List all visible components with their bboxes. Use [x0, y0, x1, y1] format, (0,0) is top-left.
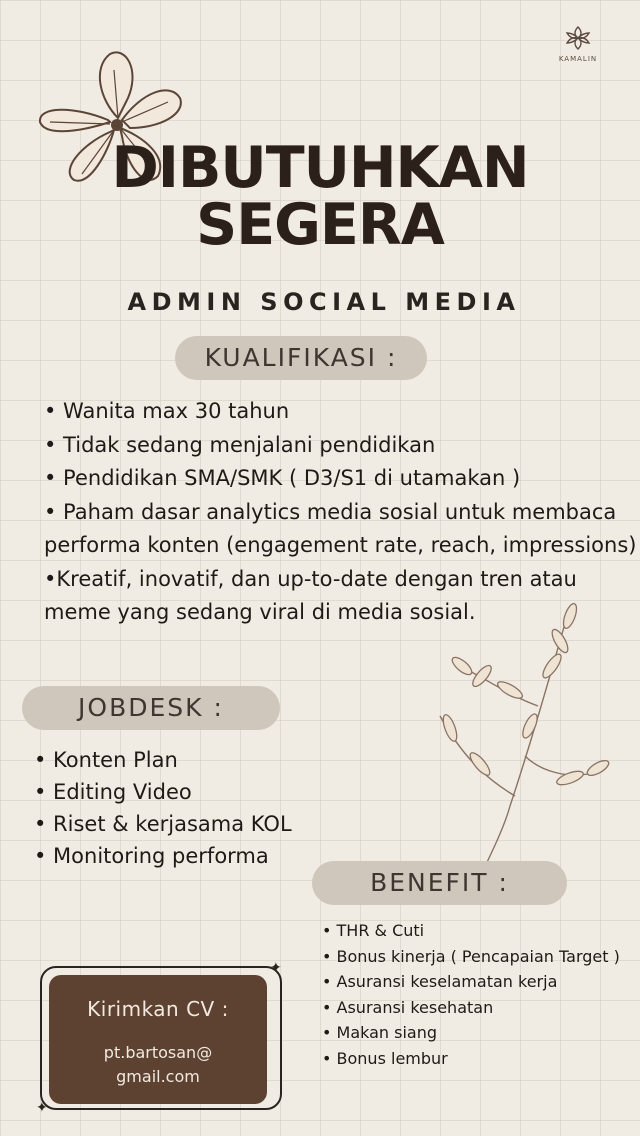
benefit-item: • Bonus kinerja ( Pencapaian Target ) [322, 946, 620, 966]
qualification-item: • Wanita max 30 tahun [44, 399, 290, 423]
qualification-item: • Paham dasar analytics media sosial untuk membaca performa konten (engagement rate, reach, impressions) [44, 499, 637, 557]
jobdesk-item: • Monitoring performa [34, 844, 269, 868]
plant-illustration [420, 596, 620, 886]
benefit-item: • Makan siang [322, 1023, 438, 1042]
jobdesk-header: JOBDESK : [22, 686, 280, 730]
sparkle-icon: ✦ [270, 960, 282, 976]
benefit-item: • Asuransi keselamatan kerja [322, 972, 558, 991]
headline [0, 135, 640, 258]
brand-logo [548, 24, 608, 63]
qualification-item: • Tidak sedang menjalani pendidikan [44, 432, 436, 457]
kamalin-logo-icon [564, 24, 592, 52]
qualifications-list [44, 395, 640, 630]
qualification-item: • Pendidikan SMA/SMK ( D3/S1 di utamakan ) [44, 466, 521, 490]
benefit-header: BENEFIT : [312, 861, 567, 905]
jobdesk-item: • Editing Video [34, 780, 192, 804]
benefit-item: • THR & Cuti [322, 921, 425, 940]
benefit-item: • Bonus lembur [322, 1048, 448, 1068]
cv-contact-box [49, 975, 267, 1104]
qualification-item: •Kreatif, inovatif, dan up-to-date dengan tren atau meme yang sedang viral di media sosial. [44, 566, 577, 624]
cv-title: Kirimkan CV : [87, 997, 229, 1021]
benefit-item: • Asuransi kesehatan [322, 997, 494, 1017]
headline-line-1: DIBUTUHKAN [111, 135, 529, 201]
cv-email[interactable] [49, 1041, 267, 1089]
jobdesk-list [34, 744, 354, 872]
headline-line-2: SEGERA [196, 192, 444, 258]
jobdesk-item: • Riset & kerjasama KOL [34, 812, 292, 836]
email-line-1: pt.bartosan@ [103, 1043, 213, 1062]
email-line-2: gmail.com [116, 1067, 200, 1086]
sparkle-icon: ✦ [36, 1100, 48, 1116]
logo-text: KAMALIN [558, 55, 598, 63]
qualifications-header: KUALIFIKASI : [175, 336, 427, 380]
benefit-list [322, 918, 622, 1071]
jobdesk-item: • Konten Plan [34, 748, 178, 772]
job-role: ADMIN SOCIAL MEDIA [127, 288, 521, 316]
